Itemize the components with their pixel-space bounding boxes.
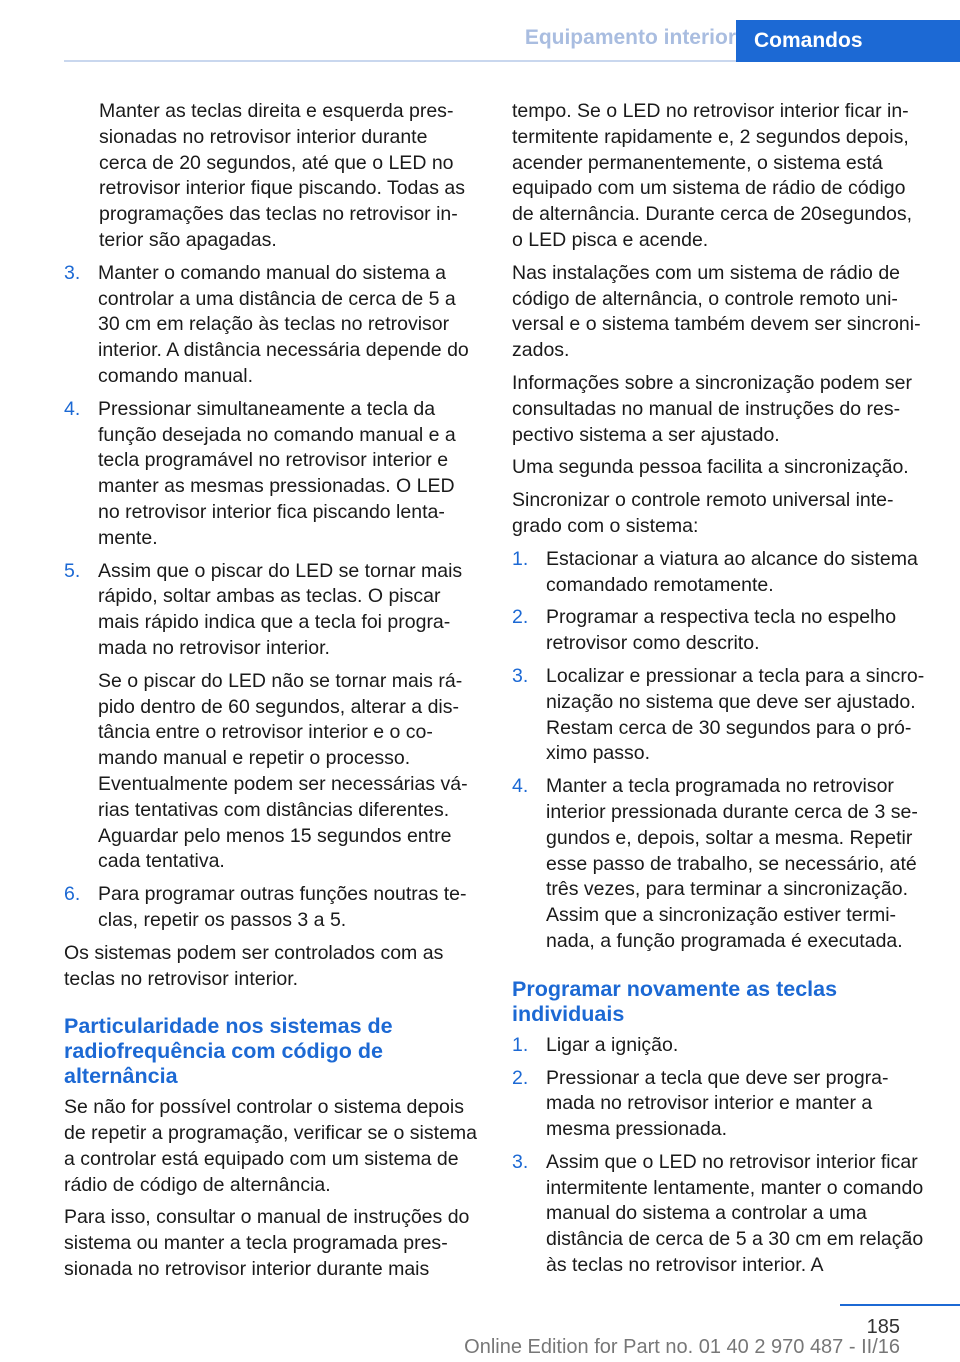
paragraph: Informações sobre a sincronização podem ser consultadas no manual de instruções do respectivo sistema a ser ajustado.	[512, 371, 912, 446]
step-text: Manter o comando manual do sistema a controlar a uma distância de cerca de 5 a 30 cm em relação às teclas no retrovisor interior. A distância necessária depende do comando manual.	[98, 261, 469, 387]
list-item	[64, 882, 478, 934]
step-number: 6.	[64, 883, 81, 906]
footer-edition-text: Online Edition for Part no. 01 40 2 970 487 - II/16	[464, 1336, 900, 1358]
step-number: 3.	[512, 1150, 529, 1173]
list-item	[512, 774, 928, 955]
list-item	[64, 559, 478, 876]
step-text: Localizar e pressionar a tecla para a sincronização no sistema que deve ser ajustado. Restam cerca de 30 segundos para o próximo passo.	[546, 664, 925, 765]
step-number: 2.	[512, 606, 529, 629]
step-text: Pressionar a tecla que deve ser programada no retrovisor interior e manter a mesma pressionada.	[546, 1066, 889, 1141]
sync-step-list	[512, 547, 928, 955]
step-number: 4.	[512, 775, 529, 798]
left-continued-step: Manter as teclas direita e esquerda pressionadas no retrovisor interior durante cerca de 20 segundos, até que o LED no retrovisor interior fique piscando. Todas as programações das teclas no retrovisor interior são apagadas.	[99, 100, 465, 251]
step-number: 3.	[64, 261, 81, 284]
step-text: Assim que o LED no retrovisor interior ficar intermitente lentamente, manter o comando manual do sistema a controlar a uma distância de cerca de 5 a 30 cm em relação às teclas no retrovisor interior. A	[546, 1150, 924, 1277]
paragraph: Uma segunda pessoa facilita a sincronização.	[512, 456, 909, 479]
step-text: Manter a tecla programada no retrovisor interior pressionada durante cerca de 3 segundos e, depois, soltar a mesma. Repetir esse passo de trabalho, se necessário, até três vezes, para terminar a sincronização. Assim que a sincronização estiver terminada, a função programada é executada.	[546, 775, 918, 952]
step-number: 1.	[512, 1033, 529, 1056]
step-text: Assim que o piscar do LED se tornar mais rápido, soltar ambas as teclas. O piscar mais rápido indica que a tecla foi programada no retrovisor interior.	[98, 559, 463, 659]
footer-rule	[840, 1304, 960, 1306]
list-item	[512, 664, 928, 767]
paragraph: Para isso, consultar o manual de instruções do sistema ou manter a tecla programada pressionada no retrovisor interior durante mais	[64, 1206, 470, 1281]
paragraph: Se não for possível controlar o sistema depois de repetir a programação, verificar se o sistema a controlar está equipado com um sistema de rádio de código de alternância.	[64, 1096, 477, 1196]
step-text: Ligar a ignição.	[546, 1033, 679, 1056]
left-step-list	[64, 261, 478, 934]
step-number: 5.	[64, 559, 81, 582]
list-item	[64, 397, 478, 552]
paragraph: Sincronizar o controle remoto universal integrado com o sistema:	[512, 489, 894, 537]
list-item	[512, 1066, 928, 1143]
step-text: Programar a respectiva tecla no espelho retrovisor como descrito.	[546, 606, 897, 655]
step-number: 1.	[512, 547, 529, 570]
list-item	[64, 261, 478, 390]
step-number: 3.	[512, 664, 529, 687]
section-heading: Programar novamente as teclas individuais	[512, 976, 838, 1026]
step-number: 2.	[512, 1066, 529, 1089]
list-item	[512, 1033, 928, 1059]
paragraph: Nas instalações com um sistema de rádio de código de alternância, o controle remoto universal e o sistema também devem ser sincronizados.	[512, 261, 921, 362]
step-text: Pressionar simultaneamente a tecla da função desejada no comando manual e a tecla programável no retrovisor interior e manter as mesmas pressionadas. O LED no retrovisor interior fica piscando lentamente.	[98, 397, 456, 549]
right-column	[512, 99, 928, 1286]
step-text: Estacionar a viatura ao alcance do sistema comandado remotamente.	[546, 547, 918, 596]
list-item	[512, 1150, 928, 1279]
paragraph: tempo. Se o LED no retrovisor interior ficar intermitente rapidamente e, 2 segundos depois, acender permanentemente, o sistema está equipado com um sistema de rádio de código de alternância. Durante cerca de 20segundos, o LED pisca e acende.	[512, 100, 913, 251]
step-continuation-text: Se o piscar do LED não se tornar mais rápido dentro de 60 segundos, alterar a distância entre o retrovisor interior e o comando manual e repetir o processo. Eventualmente podem ser necessárias várias tentativas com distâncias diferentes. Aguardar pelo menos 15 segundos entre cada tentativa.	[98, 669, 468, 873]
left-column	[64, 99, 478, 1290]
header-section-title: Equipamento interior	[524, 26, 736, 49]
step-number: 4.	[64, 397, 81, 420]
header-chapter-tab: Comandos	[736, 20, 960, 62]
section-heading: Particularidade nos sistemas de radiofrequência com código de alternância	[64, 1014, 393, 1089]
list-item	[512, 605, 928, 657]
step-text: Para programar outras funções noutras teclas, repetir os passos 3 a 5.	[98, 883, 467, 931]
paragraph: Os sistemas podem ser controlados com as teclas no retrovisor interior.	[64, 941, 444, 990]
reprogram-step-list	[512, 1033, 928, 1279]
page-number: 185	[866, 1316, 900, 1338]
list-item	[512, 547, 928, 599]
